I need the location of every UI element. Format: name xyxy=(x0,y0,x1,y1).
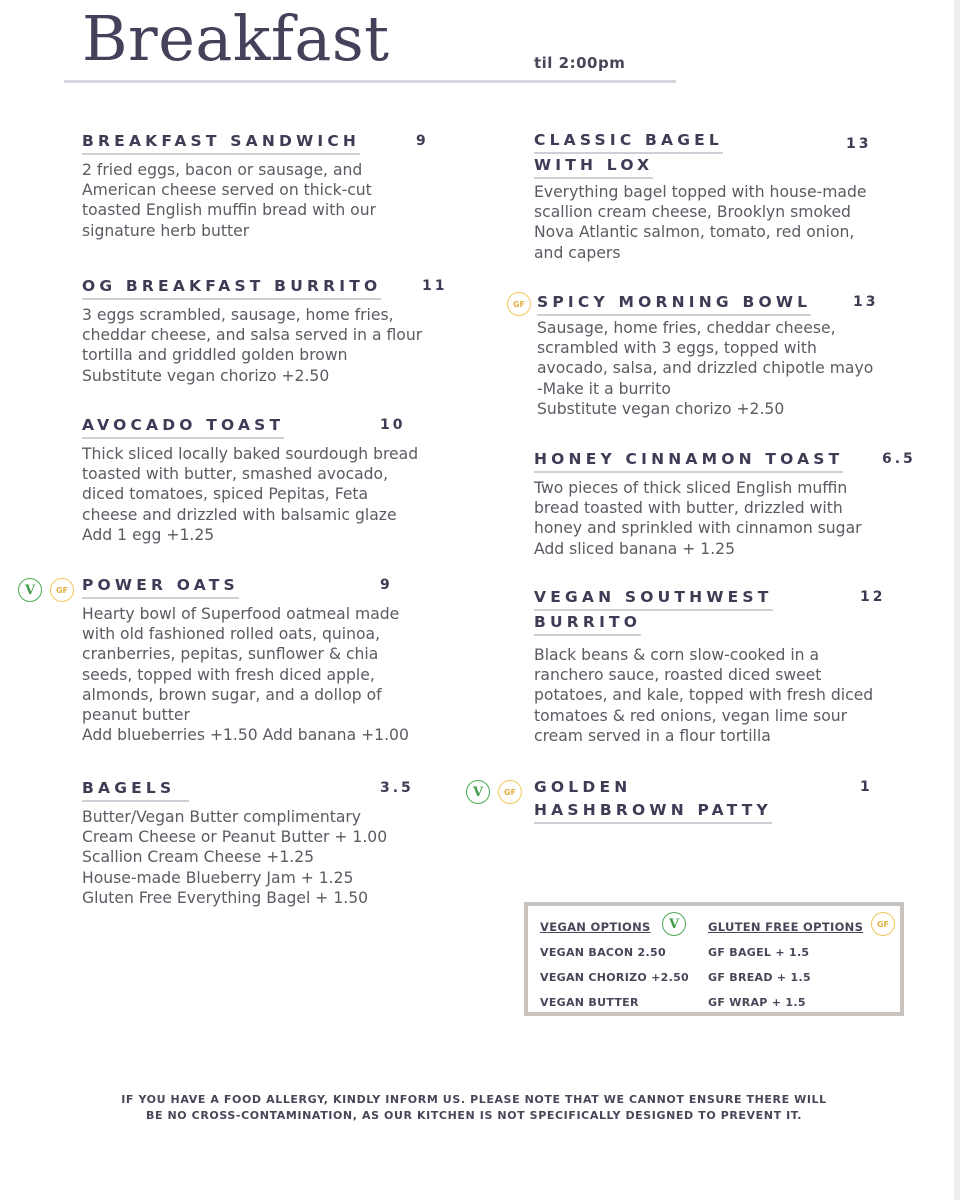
item-name: BAGELS xyxy=(82,777,189,802)
menu-item-og-breakfast-burrito xyxy=(82,275,462,386)
page-edge xyxy=(954,0,960,1200)
item-name: OG BREAKFAST BURRITO xyxy=(82,275,381,300)
gluten-free-options-column xyxy=(708,914,863,1015)
vegan-option: VEGAN CHORIZO +2.50 xyxy=(540,971,690,984)
item-name-line2: WITH LOX xyxy=(534,154,653,179)
menu-item-golden-hashbrown-patty xyxy=(534,776,914,824)
item-description: Thick sliced locally baked sourdough bread toasted with butter, smashed avocado, diced tomatoes, spiced Pepitas, Feta cheese and drizzled with balsamic glaze Add 1 egg +1.25 xyxy=(82,445,419,544)
item-name-line1: VEGAN SOUTHWEST xyxy=(534,586,773,611)
item-description: Two pieces of thick sliced English muffin bread toasted with butter, drizzled with honey and sprinkled with cinnamon sugar Add sliced banana + 1.25 xyxy=(534,479,862,558)
hours-label: til 2:00pm xyxy=(534,54,626,72)
item-price: 12 xyxy=(860,589,886,605)
item-name: SPICY MORNING BOWL xyxy=(537,291,811,316)
options-box xyxy=(524,902,904,1016)
item-description: Butter/Vegan Butter complimentary Cream Cheese or Peanut Butter + 1.00 Scallion Cream Cheese +1.25 House-made Blueberry Jam + 1.25 Gluten Free Everything Bagel + 1.50 xyxy=(82,808,388,907)
title-underline xyxy=(64,80,676,83)
item-name-line2: HASHBROWN PATTY xyxy=(534,799,772,824)
menu-item-vegan-southwest-burrito xyxy=(534,586,914,746)
item-price: 3.5 xyxy=(380,780,414,796)
gluten-free-option: GF WRAP + 1.5 xyxy=(708,996,806,1009)
vegan-options-heading: VEGAN OPTIONS xyxy=(540,920,651,934)
item-name: BREAKFAST SANDWICH xyxy=(82,130,360,155)
item-name-line1: CLASSIC BAGEL xyxy=(534,129,723,154)
item-name-line2: BURRITO xyxy=(534,611,641,636)
item-price: 13 xyxy=(853,294,879,310)
gluten-free-option: GF BAGEL + 1.5 xyxy=(708,946,810,959)
item-name: POWER OATS xyxy=(82,574,239,599)
item-price: 1 xyxy=(860,779,873,795)
item-name-line1: GOLDEN xyxy=(534,778,632,796)
gluten-free-icon: GF xyxy=(498,780,522,804)
gluten-free-option: GF BREAD + 1.5 xyxy=(708,971,811,984)
item-name: HONEY CINNAMON TOAST xyxy=(534,448,843,473)
menu-item-honey-cinnamon-toast xyxy=(534,448,934,559)
item-description: Hearty bowl of Superfood oatmeal made with old fashioned rolled oats, quinoa, cranberries, pepitas, sunflower & chia seeds, topped with fresh diced apple, almonds, brown sugar, and a dollop of peanut butter Add blueberries +1.50 Add banana +1.00 xyxy=(82,605,409,745)
item-price: 9 xyxy=(380,577,393,593)
item-price: 6.5 xyxy=(882,451,916,467)
menu-item-avocado-toast xyxy=(82,414,462,545)
page-title: Breakfast xyxy=(82,2,390,75)
vegan-leaf-icon: V xyxy=(662,912,686,936)
item-price: 9 xyxy=(416,133,429,149)
item-price: 10 xyxy=(380,417,406,433)
menu-item-bagels xyxy=(82,777,462,908)
gluten-free-icon: GF xyxy=(871,912,895,936)
vegan-option: VEGAN BACON 2.50 xyxy=(540,946,666,959)
vegan-option: VEGAN BUTTER xyxy=(540,996,639,1009)
menu-item-classic-bagel-lox xyxy=(534,129,914,263)
item-description: Black beans & corn slow-cooked in a ranchero sauce, roasted diced sweet potatoes, and kale, topped with fresh diced tomatoes & red onions, vegan lime sour cream served in a flour tortilla xyxy=(534,646,874,745)
allergy-notice: IF YOU HAVE A FOOD ALLERGY, KINDLY INFORM US. PLEASE NOTE THAT WE CANNOT ENSURE THERE WILL BE NO CROSS-CONTAMINATION, AS OUR KITCHEN IS NOT SPECIFICALLY DESIGNED TO PREVENT IT. xyxy=(121,1093,827,1122)
item-description: Everything bagel topped with house-made scallion cream cheese, Brooklyn smoked Nova Atlantic salmon, tomato, red onion, and capers xyxy=(534,183,867,262)
menu-item-breakfast-sandwich xyxy=(82,130,452,241)
gluten-free-icon: GF xyxy=(50,578,74,602)
item-description: Sausage, home fries, cheddar cheese, scrambled with 3 eggs, topped with avocado, salsa, and drizzled chipotle mayo -Make it a burrito Substitute vegan chorizo +2.50 xyxy=(537,319,874,418)
vegan-leaf-icon: V xyxy=(466,780,490,804)
item-name: AVOCADO TOAST xyxy=(82,414,284,439)
item-description: 2 fried eggs, bacon or sausage, and American cheese served on thick-cut toasted English muffin bread with our signature herb butter xyxy=(82,161,376,240)
vegan-leaf-icon: V xyxy=(18,578,42,602)
item-price: 11 xyxy=(422,278,448,294)
menu-item-power-oats xyxy=(82,574,462,745)
gluten-free-options-heading: GLUTEN FREE OPTIONS xyxy=(708,920,864,934)
gluten-free-icon: GF xyxy=(507,292,531,316)
item-description: 3 eggs scrambled, sausage, home fries, cheddar cheese, and salsa served in a flour tortilla and griddled golden brown Substitute vegan chorizo +2.50 xyxy=(82,306,423,385)
item-price: 13 xyxy=(846,136,872,152)
menu-item-spicy-morning-bowl xyxy=(537,291,917,419)
